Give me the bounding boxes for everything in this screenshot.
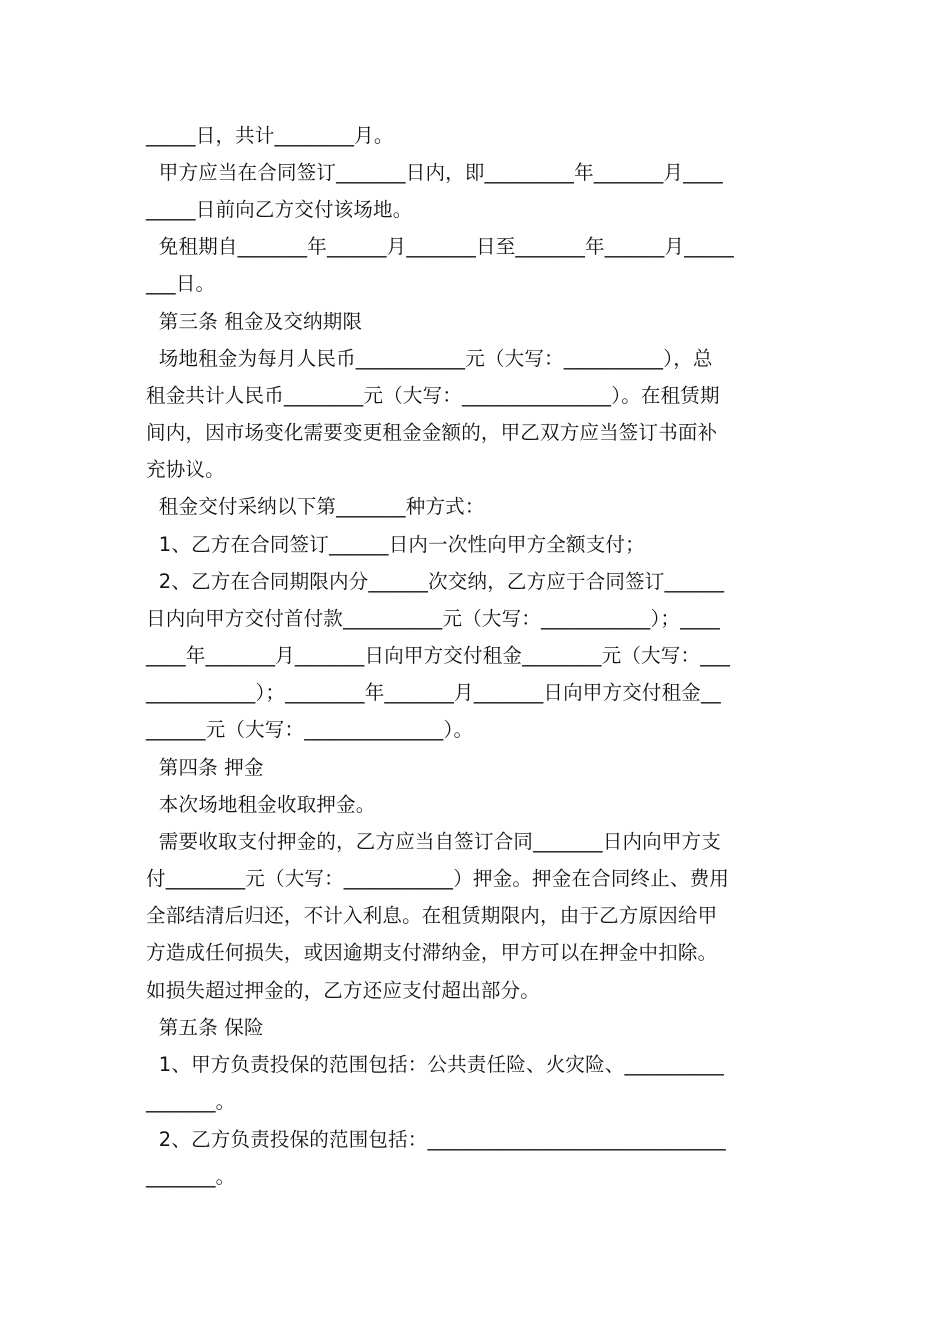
text-line: 2、乙方在合同期限内分______次交纳，乙方应于合同签订______ — [146, 570, 725, 593]
text-line: ___________）；________年_______月_______日向甲方交付租金__ — [146, 681, 721, 704]
text-line: _______。 — [146, 1165, 236, 1188]
text-line: 间内，因市场变化需要变更租金金额的，甲乙双方应当签订书面补 — [146, 421, 718, 444]
text-line: ______元（大写：______________）。 — [146, 718, 474, 741]
text-line: 方造成任何损失，或因逾期支付滞纳金，甲方可以在押金中扣除。 — [146, 941, 718, 964]
text-line: 充协议。 — [146, 458, 225, 481]
text-line: 场地租金为每月人民币___________元（大写：__________），总 — [146, 347, 713, 370]
text-line: ____年_______月_______日向甲方交付租金________元（大写：___ — [146, 644, 731, 667]
text-line: 2、乙方负责投保的范围包括：______________________________ — [146, 1128, 727, 1151]
text-line: _____日，共计________月。 — [146, 124, 394, 147]
text-line: 租金交付采纳以下第_______种方式： — [146, 495, 485, 518]
text-line: 付________元（大写：___________）押金。押金在合同终止、费用 — [146, 867, 730, 890]
section-heading: 第五条 保险 — [146, 1016, 264, 1039]
text-line: 1、乙方在合同签订______日内一次性向甲方全额支付； — [146, 533, 645, 556]
section-heading: 第四条 押金 — [146, 756, 264, 779]
text-line: 免租期自_______年______月_______日至_______年______月_____ — [146, 235, 734, 258]
text-line: ___日。 — [146, 272, 216, 295]
text-line: 1、甲方负责投保的范围包括：公共责任险、火灾险、__________ — [146, 1053, 725, 1076]
text-line: 全部结清后归还，不计入利息。在租赁期限内，由于乙方原因给甲 — [146, 904, 718, 927]
text-line: _______。 — [146, 1090, 236, 1113]
text-line: 日内向甲方交付首付款__________元（大写：___________）；____ — [146, 607, 720, 630]
text-line: 需要收取支付押金的，乙方应当自签订合同_______日内向甲方支 — [146, 830, 721, 853]
section-heading: 第三条 租金及交纳期限 — [146, 310, 363, 333]
text-line: 本次场地租金收取押金。 — [146, 793, 376, 816]
text-line: 甲方应当在合同签订_______日内，即_________年_______月____ — [146, 161, 723, 184]
text-line: _____日前向乙方交付该场地。 — [146, 198, 413, 221]
text-line: 租金共计人民币________元（大写：_______________）。在租赁期 — [146, 384, 720, 407]
text-line: 如损失超过押金的，乙方还应支付超出部分。 — [146, 979, 541, 1002]
